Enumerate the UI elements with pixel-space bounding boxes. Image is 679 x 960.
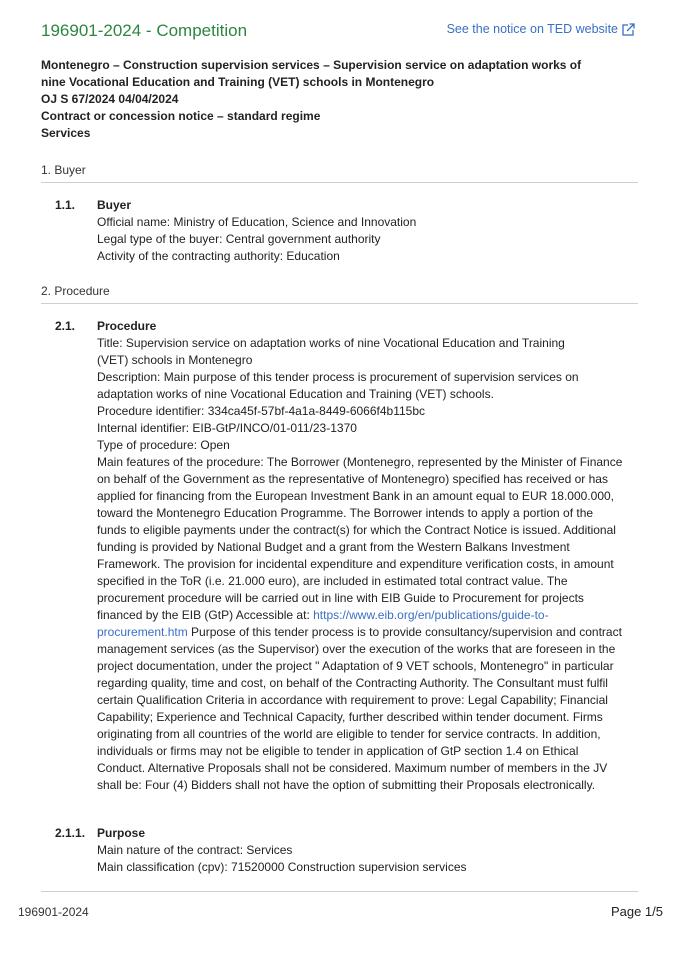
- description-line1: Description: Main purpose of this tender process is procurement of supervision services on: [97, 370, 579, 384]
- subsection-title: Procedure: [97, 319, 157, 333]
- activity: Activity of the contracting authority: Education: [97, 249, 340, 263]
- ted-website-link[interactable]: [447, 22, 635, 36]
- main-nature: Main nature of the contract: Services: [97, 843, 293, 857]
- procedure-identifier: Procedure identifier: 334ca45f-57bf-4a1a-8449-6066f4b115bc: [97, 404, 426, 418]
- description-line2: adaptation works of nine Vocational Education and Training (VET) schools.: [97, 387, 494, 401]
- notice-type: Contract or concession notice – standard regime: [41, 109, 321, 123]
- legal-type: Legal type of the buyer: Central government authority: [97, 232, 381, 246]
- oj-reference: OJ S 67/2024 04/04/2024: [41, 92, 179, 106]
- official-name: Official name: Ministry of Education, Science and Innovation: [97, 215, 417, 229]
- footer-divider: [41, 891, 638, 892]
- procedure-title-line1: Title: Supervision service on adaptation works of nine Vocational Education and Training: [97, 336, 565, 350]
- footer-notice-id: 196901-2024: [18, 905, 89, 919]
- main-features: [97, 454, 625, 794]
- notice-header: [41, 57, 641, 142]
- page-number: Page 1/5: [610, 904, 663, 919]
- notice-title-line2: nine Vocational Education and Training (VET) schools in Montenegro: [41, 75, 435, 89]
- section-procedure-heading: 2. Procedure: [41, 284, 638, 304]
- notice-id-title: 196901-2024 - Competition: [41, 21, 248, 40]
- procedure-title-line2: (VET) schools in Montenegro: [97, 353, 253, 367]
- notice-title-line1: Montenegro – Construction supervision services – Supervision service on adaptation works of: [41, 58, 582, 72]
- gtp-link[interactable]: https://www.eib.org/en/publications/guide-to-procurement.htm: [97, 608, 549, 639]
- subsection-title: Buyer: [97, 198, 132, 212]
- internal-identifier: Internal identifier: EIB-GtP/INCO/01-011/23-1370: [97, 421, 357, 435]
- procedure-type: Type of procedure: Open: [97, 438, 230, 452]
- main-features-text-b: Purpose of this tender process is to provide consultancy/supervision and contract management services (as the Supervisor) over the execution of the works that are foreseen in the project documentation, under the project " Adaptation of 9 VET schools, Montenegro" in particular regarding quality, time and cost, on behalf of the Contracting Authority. The Consultant must fulfil certain Qualification Criteria in accordance with requirement to prove: Legal Capability; Financial Capability; Experience and Technical Capacity, further described within tender document. Firms originating from all countries of the world are eligible to tender for service contracts. In addition, individuals or firms may not be eligible to tender in application of GtP section 1.4 on Ethical Conduct. Alternative Proposals shall not be considered. Maximum number of members in the JV shall be: Four (4) Bidders shall not have the option of submitting their Proposals electronically.: [97, 625, 622, 792]
- main-features-text-a: Main features of the procedure: The Borrower (Montenegro, represented by the Minister of Finance on behalf of the Government as the representative of Montenegro) specified has received or has applied for financing from the European Investment Bank in an amount equal to EUR 18.000.000, toward the Montenegro Education Programme. The Borrower intends to apply a portion of the funds to eligible payments under the contract(s) for which the Contract Notice is issued. Additional funding is provided by National Budget and a grant from the Western Balkans Investment Framework. The provision for incidental expenditure and expenditure verification costs, in amount specified in the ToR (i.e. 21.000 euro), are included in estimated total contract value. The procurement procedure will be carried out in line with EIB Guide to Procurement for projects financed by the EIB (GtP) Accessible at:: [97, 455, 623, 622]
- section-buyer-heading: 1. Buyer: [41, 163, 638, 183]
- subsection-purpose: [55, 825, 640, 876]
- external-link-icon: [622, 23, 635, 36]
- subsection-buyer: [55, 197, 640, 265]
- subsection-number: 1.1.: [55, 198, 76, 212]
- subsection-title: Purpose: [97, 826, 146, 840]
- subsection-number: 2.1.: [55, 319, 76, 333]
- ted-link-label: See the notice on TED website: [446, 22, 618, 36]
- main-classification: Main classification (cpv): 71520000 Construction supervision services: [97, 860, 467, 874]
- contract-nature: Services: [41, 126, 91, 140]
- subsection-procedure: [55, 318, 640, 794]
- subsection-number: 2.1.1.: [55, 826, 86, 840]
